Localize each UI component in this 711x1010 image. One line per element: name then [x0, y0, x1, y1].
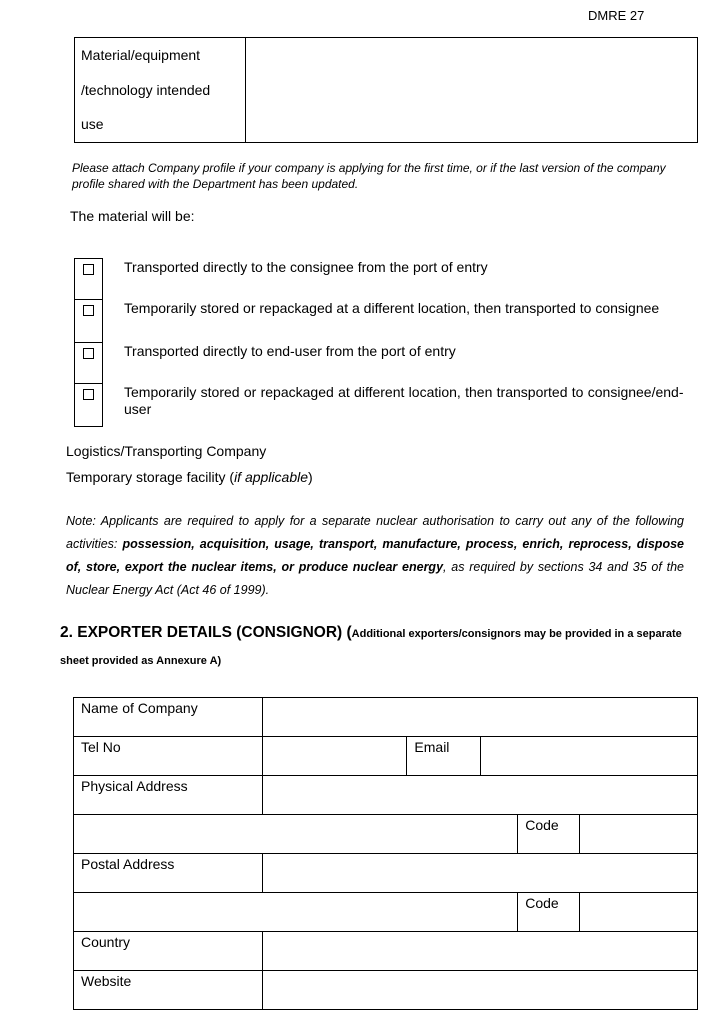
postal-address-label: Postal Address: [74, 854, 263, 893]
option-label: Transported directly to end-user from the port of entry: [124, 342, 456, 359]
option-checkbox[interactable]: [75, 343, 103, 384]
material-lead-text: The material will be:: [70, 208, 195, 224]
option-label: Transported directly to the consignee from the port of entry: [124, 258, 488, 275]
transport-options: [74, 258, 684, 427]
company-name-label: Name of Company: [74, 698, 263, 737]
checkbox-icon[interactable]: [83, 305, 94, 316]
checkbox-icon[interactable]: [83, 264, 94, 275]
physical-code-field[interactable]: [580, 815, 698, 854]
intended-use-label: Material/equipment /technology intended use: [75, 38, 246, 143]
code-label: Code: [518, 893, 580, 932]
email-field[interactable]: [481, 737, 698, 776]
tel-no-label: Tel No: [74, 737, 263, 776]
tel-no-field[interactable]: [262, 737, 407, 776]
document-code: DMRE 27: [588, 8, 645, 23]
authorisation-note: Note: Applicants are required to apply for a separate nuclear authorisation to carry out any of the following activities: possession, acquisition, usage, transport, manufacture, process, enrich, reprocess, dispose of, store, export the nuclear items, or produce nuclear energy, as required by sections 34 and 35 of the Nuclear Energy Act (Act 46 of 1999).: [66, 514, 684, 597]
logistics-company-label: Logistics/Transporting Company: [66, 443, 267, 459]
option-checkbox[interactable]: [75, 259, 103, 300]
intended-use-table: [74, 37, 698, 143]
postal-address-field[interactable]: [262, 854, 697, 893]
exporter-details-table: [73, 697, 698, 1010]
storage-facility-label: Temporary storage facility (if applicable): [66, 469, 313, 485]
email-label: Email: [407, 737, 481, 776]
section-2-heading: 2. EXPORTER DETAILS (CONSIGNOR) (Additional exporters/consignors may be provided in a separate sheet provided as Annexure A): [60, 624, 682, 667]
postal-address-field-2[interactable]: [74, 893, 518, 932]
checkbox-icon[interactable]: [83, 389, 94, 400]
attach-company-profile-note: Please attach Company profile if your company is applying for the first time, or if the last version of the company profile shared with the Department has been updated.: [72, 161, 666, 191]
option-label: Temporarily stored or repackaged at a different location, then transported to consignee: [124, 299, 660, 316]
option-checkbox[interactable]: [75, 384, 103, 427]
option-checkbox[interactable]: [75, 300, 103, 343]
code-label: Code: [518, 815, 580, 854]
postal-code-field[interactable]: [580, 893, 698, 932]
physical-address-field[interactable]: [262, 776, 697, 815]
website-label: Website: [74, 971, 263, 1010]
physical-address-field-2[interactable]: [74, 815, 518, 854]
website-field[interactable]: [262, 971, 697, 1010]
country-field[interactable]: [262, 932, 697, 971]
option-label: Temporarily stored or repackaged at different location, then transported to consignee/end-user: [124, 383, 684, 417]
physical-address-label: Physical Address: [74, 776, 263, 815]
checkbox-icon[interactable]: [83, 348, 94, 359]
intended-use-field[interactable]: [246, 38, 698, 143]
country-label: Country: [74, 932, 263, 971]
company-name-field[interactable]: [262, 698, 697, 737]
